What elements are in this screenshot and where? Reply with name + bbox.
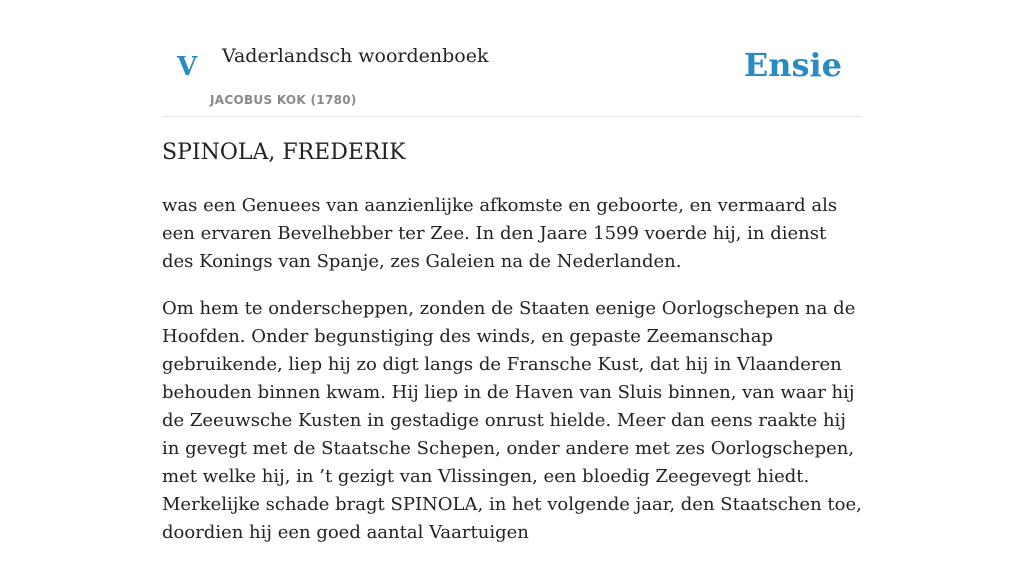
ensie-logo[interactable]: Ensie (743, 46, 842, 84)
book-header (162, 0, 862, 117)
entry-title: SPINOLA, FREDERIK (162, 140, 406, 165)
book-letter-badge[interactable]: V (177, 52, 198, 82)
book-title-link[interactable]: Vaderlandsch woordenboek (222, 45, 489, 67)
entry-paragraph: Om hem te onderscheppen, zonden de Staaten eenige Oorlogschepen na de Hoofden. Onder begunstiging des winds, en gepaste Zeemanschap gebruikende, liep hij zo digt langs de Fransche Kust, dat hij in Vlaanderen behouden binnen kwam. Hij liep in de Haven van Sluis binnen, van waar hij de Zeeuwsche Kusten in gestadige onrust hielde. Meer dan eens raakte hij in gevegt met de Staatsche Schepen, onder andere met zes Oorlogschepen, met welke hij, in ’t gezigt van Vlissingen, een bloedig Zeegevegt hiedt. Merkelijke schade bragt SPINOLA, in het volgende jaar, den Staatschen toe, doordien hij een goed aantal Vaartuigen (162, 298, 862, 543)
book-author: JACOBUS KOK (1780) (210, 93, 357, 107)
entry-body (162, 192, 862, 566)
entry-paragraph: was een Genuees van aanzienlijke afkomste en geboorte, en vermaard als een ervaren Bevelhebber ter Zee. In den Jaare 1599 voerde hij, in dienst des Konings van Spanje, zes Galeien na de Nederlanden. (162, 195, 838, 272)
